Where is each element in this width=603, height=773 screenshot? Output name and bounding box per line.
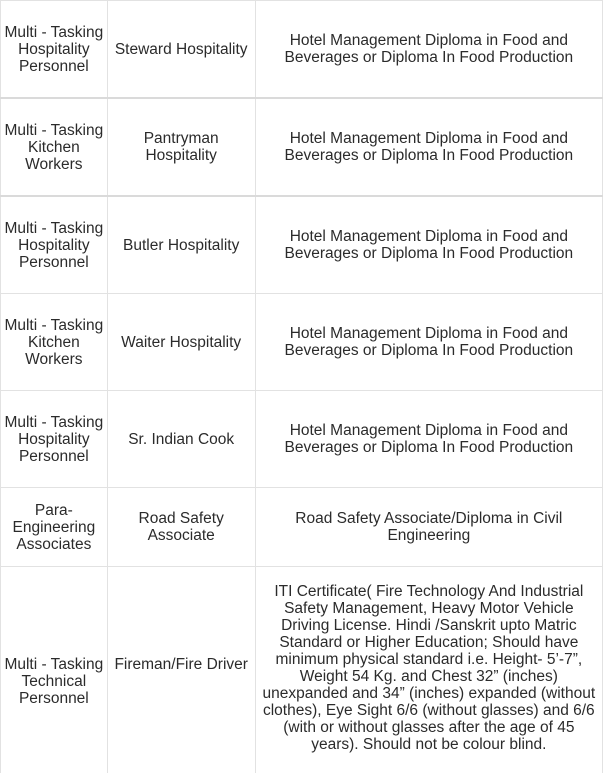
post-cell: Sr. Indian Cook bbox=[107, 391, 255, 488]
post-cell: Steward Hospitality bbox=[107, 1, 255, 99]
table-row bbox=[1, 391, 603, 488]
table-row bbox=[1, 488, 603, 567]
post-cell: Waiter Hospitality bbox=[107, 294, 255, 391]
qualification-cell: ITI Certificate( Fire Technology And Industrial Safety Management, Heavy Motor Vehicle Driving License. Hindi /Sanskrit upto Matric Standard or Higher Education; Should have minimum physical standard i.e. Height- 5’-7”, Weight 54 Kg. and Chest 32” (inches) unexpanded and 34” (inches) expanded (without clothes), Eye Sight 6/6 (without glasses) and 6/6 (with or without glasses after the age of 45 years). Should not be colour blind. bbox=[255, 567, 602, 773]
category-cell: Multi - Tasking Hospitality Personnel bbox=[1, 391, 108, 488]
qualification-cell: Hotel Management Diploma in Food and Beverages or Diploma In Food Production bbox=[255, 391, 602, 488]
table-row bbox=[1, 294, 603, 391]
table-row bbox=[1, 1, 603, 99]
table-row bbox=[1, 98, 603, 196]
category-cell: Multi - Tasking Hospitality Personnel bbox=[1, 196, 108, 294]
category-cell: Para-Engineering Associates bbox=[1, 488, 108, 567]
qualification-cell: Hotel Management Diploma in Food and Beverages or Diploma In Food Production bbox=[255, 98, 602, 196]
category-cell: Multi - Tasking Kitchen Workers bbox=[1, 98, 108, 196]
post-cell: Road Safety Associate bbox=[107, 488, 255, 567]
post-cell: Pantryman Hospitality bbox=[107, 98, 255, 196]
qualification-cell: Hotel Management Diploma in Food and Beverages or Diploma In Food Production bbox=[255, 196, 602, 294]
qualification-cell: Hotel Management Diploma in Food and Beverages or Diploma In Food Production bbox=[255, 294, 602, 391]
post-cell: Fireman/Fire Driver bbox=[107, 567, 255, 773]
table-row bbox=[1, 567, 603, 773]
qualification-cell: Hotel Management Diploma in Food and Beverages or Diploma In Food Production bbox=[255, 1, 602, 99]
table-row bbox=[1, 196, 603, 294]
category-cell: Multi - Tasking Hospitality Personnel bbox=[1, 1, 108, 99]
post-cell: Butler Hospitality bbox=[107, 196, 255, 294]
category-cell: Multi - Tasking Kitchen Workers bbox=[1, 294, 108, 391]
category-cell: Multi - Tasking Technical Personnel bbox=[1, 567, 108, 773]
qualification-cell: Road Safety Associate/Diploma in Civil Engineering bbox=[255, 488, 602, 567]
